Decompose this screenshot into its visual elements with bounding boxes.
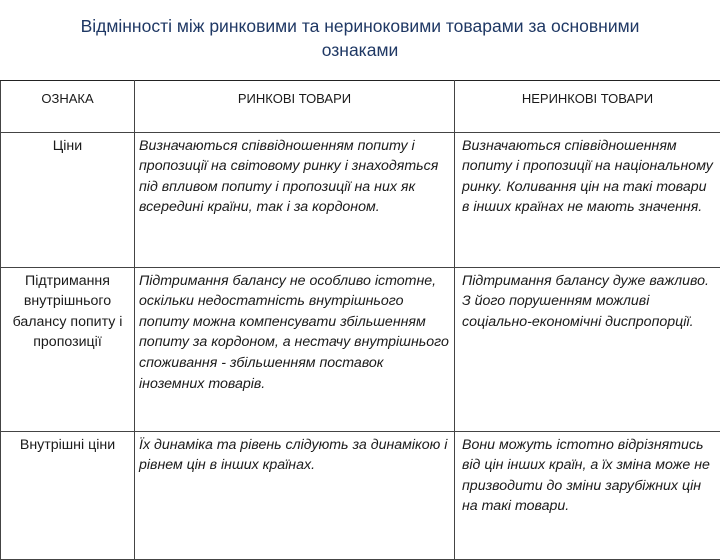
row-feature: Ціни [1,132,135,267]
row-market: Підтримання балансу не особливо істотне, оскільки недостатність внутрішнього попиту можна компенсувати збільшенням попиту за кордоном, а нестачу внутрішнього споживання - збільшенням поставок іноземних товарів. [135,267,455,431]
comparison-table [0,80,720,560]
table-row [1,267,720,431]
row-market: Визначаються співвідношенням попиту і пропозиції на світовому ринку і знаходяться під впливом попиту і пропозиції на них як всередині країни, так і за кордоном. [135,132,455,267]
header-market-goods: РИНКОВІ ТОВАРИ [135,81,455,133]
table-row [1,132,720,267]
row-nonmarket: Визначаються співвідношенням попиту і пропозиції на національному ринку. Коливання цін на такі товари в інших країнах не мають значення. [455,132,720,267]
row-feature: Внутрішні ціни [1,431,135,559]
table-header-row [1,81,720,133]
page-title: Відмінності між ринковими та нериноковими товарами за основними ознаками [40,14,680,62]
header-feature: ОЗНАКА [1,81,135,133]
row-nonmarket: Підтримання балансу дуже важливо. З його порушенням можливі соціально-економічні диспропорції. [455,267,720,431]
header-nonmarket-goods: НЕРИНКОВІ ТОВАРИ [455,81,720,133]
row-nonmarket: Вони можуть істотно відрізнятись від цін інших країн, а їх зміна може не призводити до зміни зарубіжних цін на такі товари. [455,431,720,559]
row-feature: Підтримання внутрішнього балансу попиту і пропозиції [1,267,135,431]
row-market: Їх динаміка та рівень слідують за динамікою і рівнем цін в інших країнах. [135,431,455,559]
